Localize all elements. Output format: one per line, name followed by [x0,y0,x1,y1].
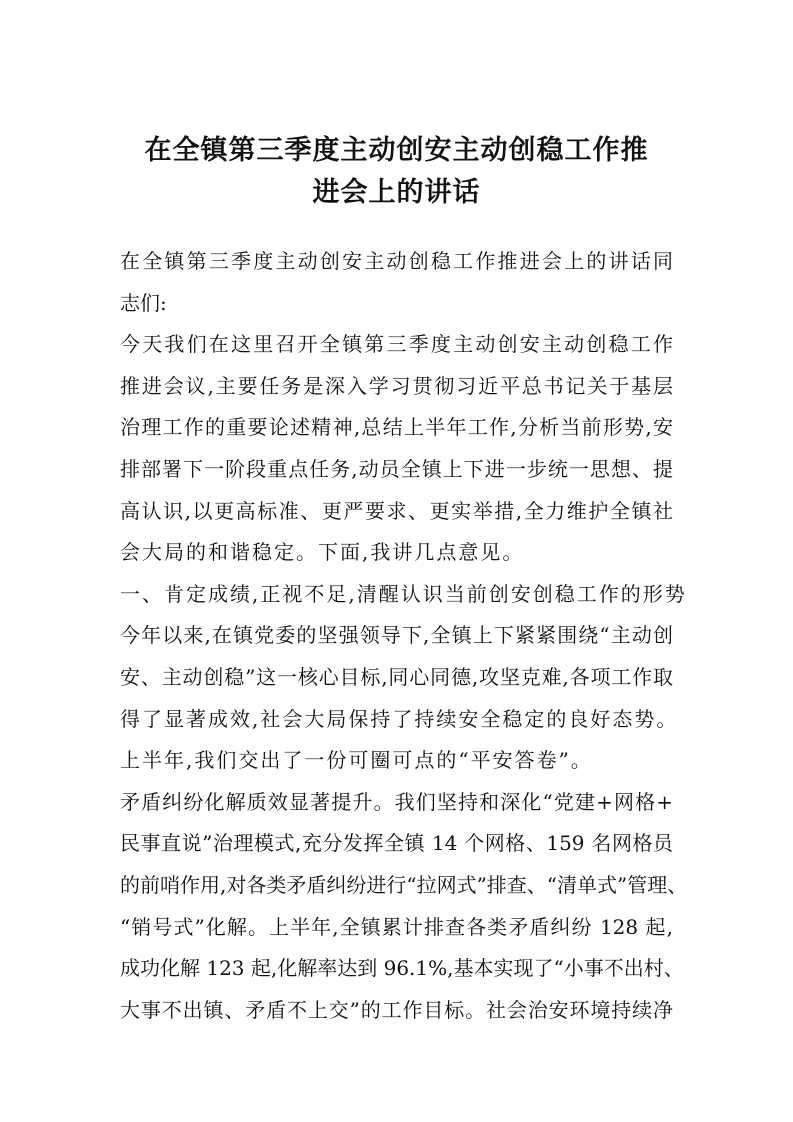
text-line: 会大局的和谐稳定。下面,我讲几点意见。 [120,540,525,565]
text-line: 成功化解 123 起,化解率达到 96.1%,基本实现了“小事不出村、 [120,956,684,981]
text-line: 上半年,我们交出了一份可圈可点的“平安答卷”。 [120,748,593,773]
text-line: 在全镇第三季度主动创安主动创稳工作推进会上的讲话同 [120,249,673,273]
text-line: 推进会议,主要任务是深入学习贯彻习近平总书记关于基层 [120,373,673,398]
document-title-line-2: 进会上的讲话 [312,177,481,208]
text-line: 得了显著成效,社会大局保持了持续安全稳定的良好态势。 [120,706,679,731]
text-line: “销号式”化解。上半年,全镇累计排查各类矛盾纠纷 128 起, [120,914,673,939]
text-line: 治理工作的重要论述精神,总结上半年工作,分析当前形势,安 [120,415,673,440]
text-line: 今天我们在这里召开全镇第三季度主动创安主动创稳工作 [120,332,673,357]
document-body [120,241,688,1031]
text-line: 矛盾纠纷化解质效显著提升。我们坚持和深化“党建+网格+ [120,789,673,814]
text-line: 排部署下一阶段重点任务,动员全镇上下进一步统一思想、提 [120,456,673,481]
text-line: 大事不出镇、矛盾不上交”的工作目标。社会治安环境持续净 [120,997,673,1022]
text-line: 志们: [120,290,167,315]
text-line: 今年以来,在镇党委的坚强领导下,全镇上下紧紧围绕“主动创 [120,623,673,648]
section-heading: 一、肯定成绩,正视不足,清醒认识当前创安创稳工作的形势 [120,581,687,606]
text-line: 高认识,以更高标准、更严要求、更实举措,全力维护全镇社 [120,498,673,523]
document-title-line-1: 在全镇第三季度主动创安主动创稳工作推 [144,135,649,166]
text-line: 的前哨作用,对各类矛盾纠纷进行“拉网式”排查、“清单式”管理、 [120,872,688,897]
text-line: 民事直说”治理模式,充分发挥全镇 14 个网格、159 名网格员 [120,831,673,856]
text-line: 安、主动创稳”这一核心目标,同心同德,攻坚克难,各项工作取 [120,664,673,689]
